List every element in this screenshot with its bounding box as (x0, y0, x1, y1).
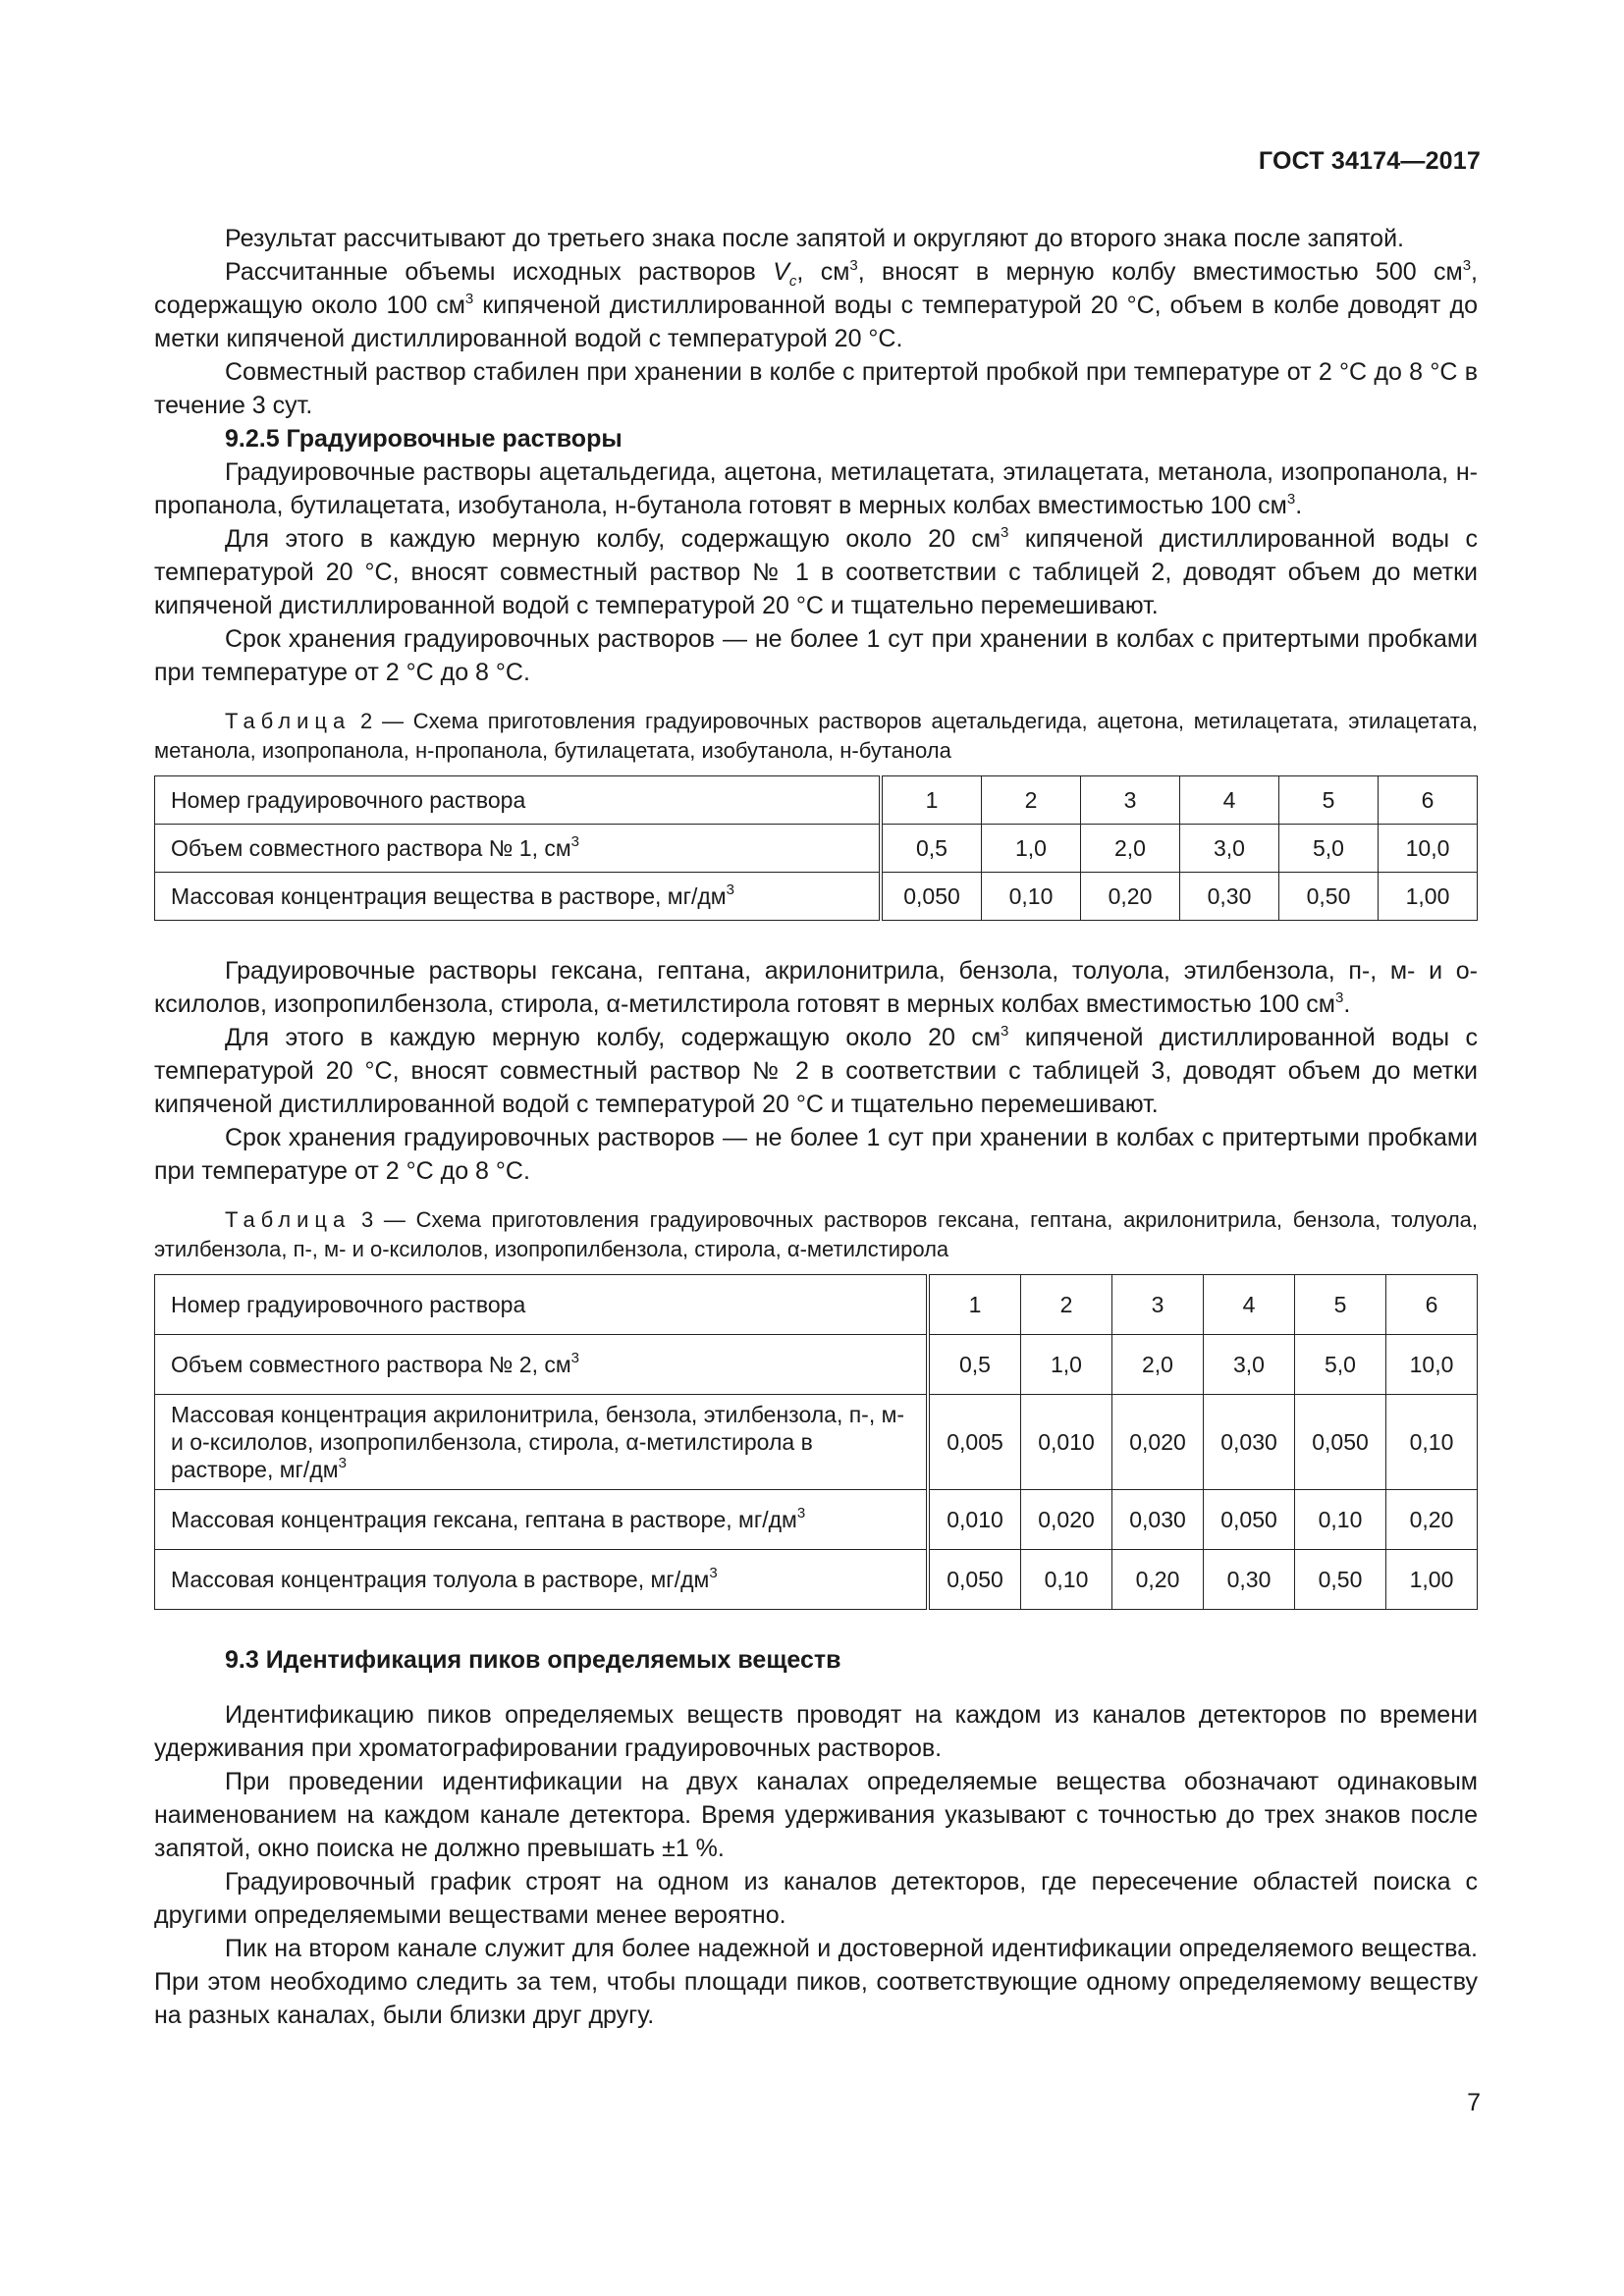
table-cell: 3,0 (1204, 1335, 1295, 1395)
paragraph: Результат рассчитывают до третьего знака после запятой и округляют до второго знака после запятой. (225, 225, 1405, 252)
table-cell: 6 (1386, 1275, 1478, 1335)
table-3 (154, 1274, 1478, 1610)
standard-number: ГОСТ 34174—2017 (1258, 147, 1481, 175)
table-row (155, 825, 1478, 873)
table-cell: 4 (1204, 1275, 1295, 1335)
table-cell: 0,20 (1081, 873, 1180, 921)
paragraph: При проведении идентификации на двух каналах определяемые вещества обозначают одинаковым наименованием на каждом канале детектора. Время удерживания указывают с точностью до трех знаков после запятой, окно поиска не должно превышать ±1 %. (154, 1768, 1478, 1862)
table-row (155, 1275, 1478, 1335)
table-cell: 1,0 (982, 825, 1081, 873)
table-cell: 0,050 (1204, 1490, 1295, 1550)
paragraph: Для этого в каждую мерную колбу, содержащую около 20 $см^3$ кипяченой дистиллированной воды с температурой 20 °С, вносят совместный раствор № 1 в соответствии с таблицей 2, доводят объем до метки кипяченой дистиллированной водой с температурой 20 °С и тщательно перемешивают. (154, 524, 1478, 619)
row-label: Массовая концентрация гексана, гептана в растворе, $мг/дм^3$ (155, 1490, 929, 1550)
paragraph: Для этого в каждую мерную колбу, содержащую около 20 $см^3$ кипяченой дистиллированной воды с температурой 20 °С, вносят совместный раствор № 2 в соответствии с таблицей 3, доводят объем до метки кипяченой дистиллированной водой с температурой 20 °С и тщательно перемешивают. (154, 1023, 1478, 1118)
paragraph: Пик на втором канале служит для более надежной и достоверной идентификации определяемого вещества. При этом необходимо следить за тем, чтобы площади пиков, соответствующие одному определяемому веществу на разных каналах, были близки друг другу. (154, 1935, 1478, 2029)
table-cell: 0,050 (881, 873, 982, 921)
table-cell: 10,0 (1379, 825, 1478, 873)
table-cell: 2 (982, 776, 1081, 825)
table-cell: 0,020 (1021, 1490, 1112, 1550)
paragraph: Рассчитанные объемы исходных растворов $V_c$, $см^3$, вносят в мерную колбу вместимостью 500 $см^3$, содержащую около 100 $см^3$ кипяченой дистиллированной воды с температурой 20 °С, объем в колбе доводят до метки кипяченой дистиллированной водой с температурой 20 °С. (154, 257, 1478, 352)
paragraph: Градуировочные растворы ацетальдегида, ацетона, метилацетата, этилацетата, метанола, изопропанола, н-пропанола, бутилацетата, изобутанола, н-бутанола готовят в мерных колбах вместимостью 100 $см^3$. (154, 458, 1478, 519)
table-cell: 5,0 (1295, 1335, 1386, 1395)
paragraph: Градуировочные растворы гексана, гептана, акрилонитрила, бензола, толуола, этилбензола, п-, м- и о-ксилолов, изопропилбензола, стирола, α-метилстирола готовят в мерных колбах вместимостью 100 $см^3$. (154, 957, 1478, 1018)
table-cell: 0,20 (1112, 1550, 1204, 1610)
table-cell: 0,005 (928, 1395, 1021, 1490)
paragraph: Срок хранения градуировочных растворов — не более 1 сут при хранении в колбах с притертыми пробками при температуре от 2 °С до 8 °С. (154, 1124, 1478, 1185)
table-row (155, 1490, 1478, 1550)
paragraph: Градуировочный график строят на одном из каналов детекторов, где пересечение областей поиска с другими определяемыми веществами менее вероятно. (154, 1868, 1478, 1929)
paragraph: Срок хранения градуировочных растворов — не более 1 сут при хранении в колбах с притертыми пробками при температуре от 2 °С до 8 °С. (154, 625, 1478, 686)
table-cell: 0,010 (928, 1490, 1021, 1550)
table-cell: 0,50 (1279, 873, 1379, 921)
table-cell: 2,0 (1081, 825, 1180, 873)
table-cell: 1,00 (1386, 1550, 1478, 1610)
row-label: Номер градуировочного раствора (155, 776, 882, 825)
paragraph: Совместный раствор стабилен при хранении в колбе с притертой пробкой при температуре от 2 °С до 8 °С в течение 3 сут. (154, 358, 1478, 419)
table-cell: 0,50 (1295, 1550, 1386, 1610)
table-cell: 6 (1379, 776, 1478, 825)
table-cell: 5 (1295, 1275, 1386, 1335)
row-label: Массовая концентрация акрилонитрила, бензола, этилбензола, п-, м- и о-ксилолов, изопропилбензола, стирола, α-метилстирола в растворе, $мг/дм^3$ (155, 1395, 929, 1490)
table-cell: 0,030 (1112, 1490, 1204, 1550)
table-row (155, 1335, 1478, 1395)
table-cell: 3,0 (1180, 825, 1279, 873)
table-cell: 0,050 (1295, 1395, 1386, 1490)
table-2 (154, 775, 1478, 921)
table-caption: Таблица 3 — Схема приготовления градуировочных растворов гексана, гептана, акрилонитрила, бензола, толуола, этилбензола, п-, м- и о-ксилолов, изопропилбензола, стирола, α-метилстирола (154, 1207, 1478, 1261)
table-row (155, 873, 1478, 921)
table-cell: 1,00 (1379, 873, 1478, 921)
document-body (154, 222, 1478, 2032)
table-cell: 0,010 (1021, 1395, 1112, 1490)
table-cell: 5,0 (1279, 825, 1379, 873)
table-cell: 3 (1112, 1275, 1204, 1335)
row-label: Массовая концентрация толуола в растворе, $мг/дм^3$ (155, 1550, 929, 1610)
table-cell: 1,0 (1021, 1335, 1112, 1395)
table-cell: 4 (1180, 776, 1279, 825)
table-cell: 0,10 (1021, 1550, 1112, 1610)
row-label: Объем совместного раствора № 2, $см^3$ (155, 1335, 929, 1395)
table-row (155, 1550, 1478, 1610)
table-cell: 1 (928, 1275, 1021, 1335)
table-cell: 1 (881, 776, 982, 825)
row-label: Номер градуировочного раствора (155, 1275, 929, 1335)
table-cell: 0,30 (1180, 873, 1279, 921)
table-cell: 2 (1021, 1275, 1112, 1335)
row-label: Массовая концентрация вещества в растворе, $мг/дм^3$ (155, 873, 882, 921)
table-cell: 0,5 (881, 825, 982, 873)
table-row (155, 776, 1478, 825)
table-cell: 0,20 (1386, 1490, 1478, 1550)
table-cell: 0,10 (1386, 1395, 1478, 1490)
table-caption: Таблица 2 — Схема приготовления градуировочных растворов ацетальдегида, ацетона, метилацетата, этилацетата, метанола, изопропанола, н-пропанола, бутилацетата, изобутанола, н-бутанола (154, 709, 1478, 763)
table-cell: 0,030 (1204, 1395, 1295, 1490)
table-cell: 0,050 (928, 1550, 1021, 1610)
row-label: Объем совместного раствора № 1, $см^3$ (155, 825, 882, 873)
table-cell: 0,10 (1295, 1490, 1386, 1550)
table-cell: 0,5 (928, 1335, 1021, 1395)
table-cell: 0,30 (1204, 1550, 1295, 1610)
section-heading: 9.3 Идентификация пиков определяемых веществ (225, 1646, 841, 1674)
table-cell: 10,0 (1386, 1335, 1478, 1395)
page-number: 7 (1467, 2089, 1481, 2116)
paragraph: Идентификацию пиков определяемых веществ проводят на каждом из каналов детекторов по времени удерживания при хроматографировании градуировочных растворов. (154, 1701, 1478, 1762)
table-cell: 0,020 (1112, 1395, 1204, 1490)
table-cell: 2,0 (1112, 1335, 1204, 1395)
table-row (155, 1395, 1478, 1490)
section-heading: 9.2.5 Градуировочные растворы (225, 425, 623, 453)
table-cell: 3 (1081, 776, 1180, 825)
table-cell: 0,10 (982, 873, 1081, 921)
table-cell: 5 (1279, 776, 1379, 825)
